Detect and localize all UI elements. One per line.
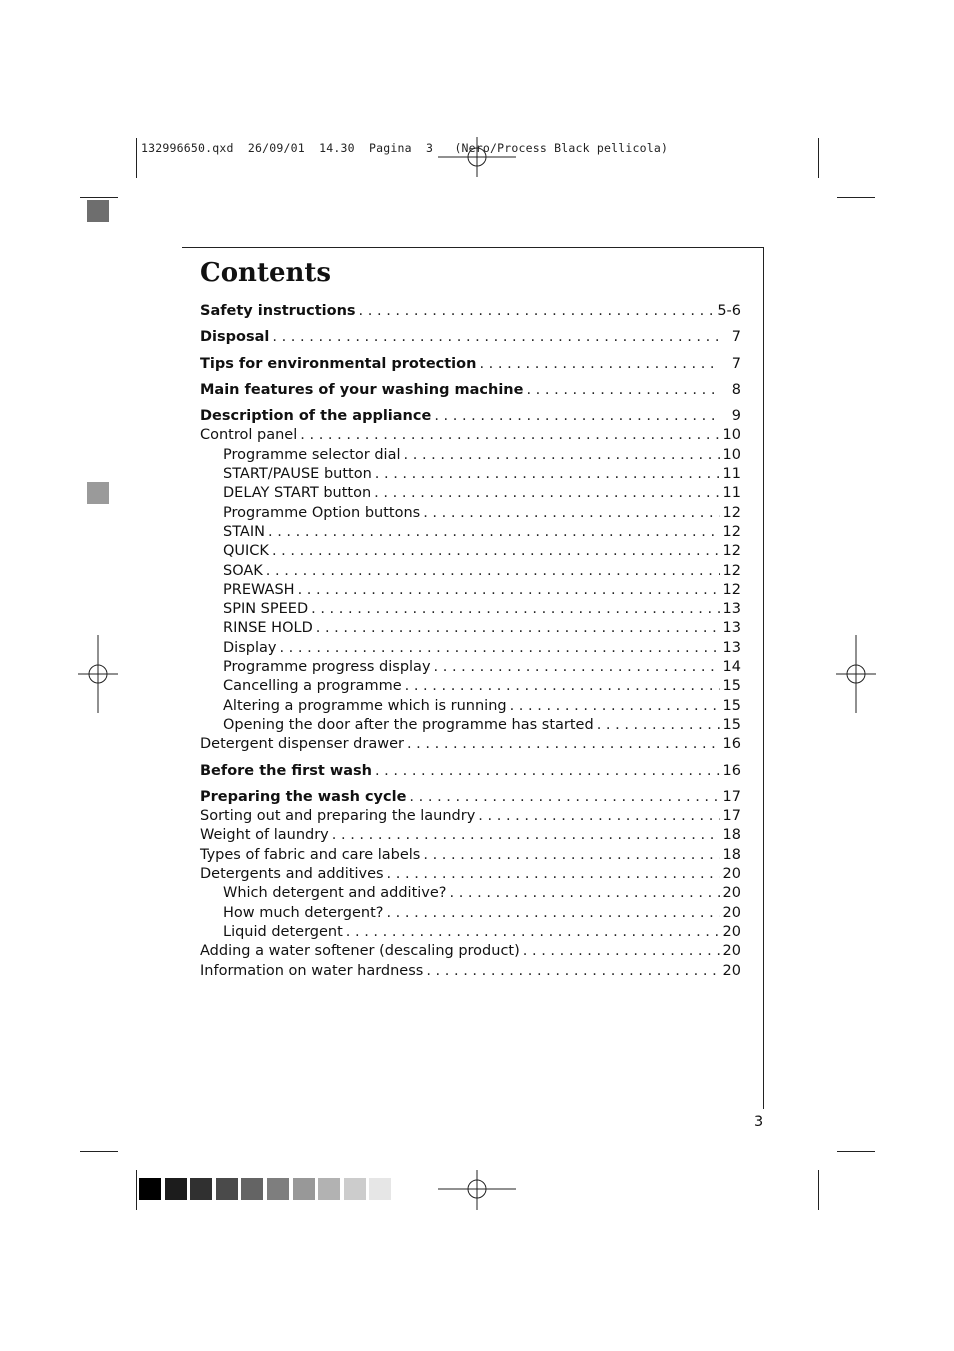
toc-entry[interactable]	[200, 562, 741, 581]
toc-entry-page: 5-6	[717, 303, 741, 319]
toc-entry-label: DELAY START button	[223, 485, 372, 502]
toc-entry-label: SOAK	[223, 562, 263, 579]
toc-entry-label: Weight of laundry	[200, 827, 329, 844]
toc-leader-dots	[523, 942, 720, 961]
color-swatch	[165, 1178, 187, 1200]
toc-entry-label: PREWASH	[223, 581, 295, 598]
color-swatch	[267, 1178, 289, 1200]
toc-leader-dots	[423, 504, 719, 523]
toc-entry-page: 12	[722, 581, 741, 598]
toc-entry-label: Programme progress display	[223, 659, 431, 676]
toc-entry-label: START/PAUSE button	[223, 466, 372, 483]
toc-entry-page: 16	[722, 736, 741, 753]
toc-leader-dots	[597, 716, 720, 735]
crop-mark	[80, 1151, 118, 1152]
color-swatch	[293, 1178, 315, 1200]
toc-leader-dots	[332, 826, 720, 845]
toc-entry-page: 20	[722, 904, 741, 921]
toc-leader-dots	[526, 381, 720, 400]
toc-leader-dots	[387, 865, 720, 884]
registration-mark-icon	[438, 1170, 516, 1210]
toc-leader-dots	[300, 426, 719, 445]
toc-leader-dots	[316, 619, 720, 638]
toc-entry[interactable]	[200, 542, 741, 561]
toc-leader-dots	[266, 562, 720, 581]
registration-mark-icon	[78, 635, 118, 713]
toc-entry-label: RINSE HOLD	[223, 620, 313, 637]
toc-entry-label: Liquid detergent	[223, 923, 343, 940]
toc-leader-dots	[272, 542, 720, 561]
toc-leader-dots	[374, 484, 719, 503]
toc-entry[interactable]	[200, 407, 741, 426]
toc-entry[interactable]	[200, 677, 741, 696]
toc-entry[interactable]	[200, 504, 741, 523]
toc-entry-page: 20	[722, 885, 741, 902]
crop-mark	[80, 197, 118, 198]
toc-leader-dots	[510, 697, 720, 716]
toc-leader-dots	[279, 639, 719, 658]
toc-entry-page: 9	[731, 408, 741, 425]
toc-entry-label: Disposal	[200, 329, 270, 346]
crop-mark	[136, 138, 137, 178]
toc-leader-dots	[272, 328, 720, 347]
toc-entry-label: Altering a programme which is running	[223, 697, 507, 714]
toc-entry-label: Programme selector dial	[223, 446, 401, 463]
toc-leader-dots	[311, 600, 719, 619]
toc-entry-page: 18	[722, 827, 741, 844]
thumb-tab-square	[87, 200, 109, 222]
toc-leader-dots	[375, 762, 720, 781]
toc-entry[interactable]	[200, 302, 741, 321]
toc-entry-page: 20	[722, 866, 741, 883]
toc-entry-page: 11	[722, 485, 741, 502]
toc-entry[interactable]	[200, 716, 741, 735]
toc-entry-label: Display	[223, 639, 277, 656]
toc-leader-dots	[298, 581, 720, 600]
toc-entry-page: 15	[722, 678, 741, 695]
header-rule	[182, 247, 764, 248]
toc-entry[interactable]	[200, 465, 741, 484]
toc-leader-dots	[423, 846, 719, 865]
toc-entry-label: How much detergent?	[223, 904, 384, 921]
toc-leader-dots	[409, 788, 719, 807]
toc-leader-dots	[375, 465, 720, 484]
toc-entry-label: Preparing the wash cycle	[200, 788, 407, 805]
toc-entry-page: 16	[722, 762, 741, 779]
crop-mark	[837, 1151, 875, 1152]
toc-entry-page: 18	[722, 846, 741, 863]
toc-entry[interactable]	[200, 446, 741, 465]
toc-entry-label: Adding a water softener (descaling product)	[200, 943, 520, 960]
table-of-contents	[200, 302, 741, 981]
toc-entry[interactable]	[200, 523, 741, 542]
toc-entry-page: 14	[722, 659, 741, 676]
toc-entry[interactable]	[200, 619, 741, 638]
toc-entry-label: Before the first wash	[200, 762, 372, 779]
thumb-tab-square	[87, 482, 109, 504]
color-swatch	[369, 1178, 391, 1200]
page-number: 3	[754, 1114, 764, 1130]
toc-entry-label: Tips for environmental protection	[200, 355, 477, 372]
toc-entry-label: Cancelling a programme	[223, 678, 402, 695]
color-bar	[139, 1178, 395, 1200]
toc-entry-page: 15	[722, 697, 741, 714]
toc-entry[interactable]	[200, 865, 741, 884]
toc-entry-page: 17	[722, 808, 741, 825]
toc-entry[interactable]	[200, 639, 741, 658]
registration-mark-icon	[836, 635, 876, 713]
toc-entry-page: 10	[722, 427, 741, 444]
toc-entry-page: 13	[722, 620, 741, 637]
toc-entry[interactable]	[200, 658, 741, 677]
toc-entry-page: 20	[722, 943, 741, 960]
toc-entry-page: 7	[731, 329, 741, 346]
toc-leader-dots	[404, 446, 720, 465]
toc-entry-label: Description of the appliance	[200, 408, 432, 425]
page-title: Contents	[200, 258, 332, 288]
crop-mark	[136, 1170, 137, 1210]
print-slug: 132996650.qxd 26/09/01 14.30 Pagina 3 (Nero/Process Black pellicola)	[141, 141, 669, 155]
toc-entry[interactable]	[200, 788, 741, 807]
toc-entry-label: QUICK	[223, 543, 269, 560]
crop-mark	[837, 197, 875, 198]
toc-leader-dots	[478, 807, 719, 826]
toc-entry[interactable]	[200, 923, 741, 942]
toc-entry[interactable]	[200, 328, 741, 347]
toc-entry-page: 12	[722, 523, 741, 540]
toc-entry-page: 8	[731, 381, 741, 398]
toc-leader-dots	[407, 735, 720, 754]
toc-entry-page: 13	[722, 639, 741, 656]
toc-entry[interactable]	[200, 735, 741, 754]
crop-mark	[818, 1170, 819, 1210]
toc-entry-label: Detergents and additives	[200, 866, 384, 883]
toc-entry-label: Information on water hardness	[200, 962, 424, 979]
toc-entry-label: Types of fabric and care labels	[200, 846, 421, 863]
color-swatch	[318, 1178, 340, 1200]
toc-entry[interactable]	[200, 697, 741, 716]
toc-entry-label: SPIN SPEED	[223, 601, 309, 618]
toc-leader-dots	[450, 884, 720, 903]
toc-leader-dots	[268, 523, 720, 542]
toc-entry-page: 13	[722, 601, 741, 618]
toc-entry-label: Safety instructions	[200, 303, 356, 319]
toc-entry[interactable]	[200, 581, 741, 600]
color-swatch	[344, 1178, 366, 1200]
color-swatch	[216, 1178, 238, 1200]
toc-entry[interactable]	[200, 381, 741, 400]
toc-entry-label: STAIN	[223, 523, 265, 540]
toc-entry[interactable]	[200, 942, 741, 961]
toc-leader-dots	[434, 658, 720, 677]
toc-leader-dots	[386, 904, 719, 923]
toc-entry-label: Which detergent and additive?	[223, 885, 447, 902]
toc-entry-page: 7	[731, 355, 741, 372]
toc-leader-dots	[479, 355, 720, 374]
toc-entry[interactable]	[200, 904, 741, 923]
toc-entry-label: Programme Option buttons	[223, 504, 421, 521]
toc-entry[interactable]	[200, 846, 741, 865]
crop-mark	[818, 138, 819, 178]
toc-entry[interactable]	[200, 807, 741, 826]
toc-entry[interactable]	[200, 426, 741, 445]
toc-leader-dots	[346, 923, 720, 942]
toc-entry[interactable]	[200, 600, 741, 619]
color-swatch	[139, 1178, 161, 1200]
toc-entry-label: Opening the door after the programme has started	[223, 716, 594, 733]
toc-entry[interactable]	[200, 962, 741, 981]
toc-entry-label: Control panel	[200, 427, 298, 444]
toc-entry-page: 15	[722, 716, 741, 733]
toc-entry[interactable]	[200, 826, 741, 845]
toc-entry-page: 20	[722, 923, 741, 940]
registration-mark-icon	[438, 137, 516, 177]
toc-leader-dots	[426, 962, 719, 981]
toc-entry-label: Sorting out and preparing the laundry	[200, 808, 476, 825]
toc-entry-page: 12	[722, 562, 741, 579]
toc-leader-dots	[434, 407, 720, 426]
toc-entry-page: 12	[722, 504, 741, 521]
toc-entry-page: 11	[722, 466, 741, 483]
toc-entry-page: 12	[722, 543, 741, 560]
toc-entry-label: Detergent dispenser drawer	[200, 736, 404, 753]
toc-entry-page: 17	[722, 788, 741, 805]
side-rule	[763, 247, 764, 1109]
toc-entry[interactable]	[200, 762, 741, 781]
toc-entry-page: 10	[722, 446, 741, 463]
toc-entry-page: 20	[722, 962, 741, 979]
color-swatch	[241, 1178, 263, 1200]
color-swatch	[190, 1178, 212, 1200]
toc-entry[interactable]	[200, 884, 741, 903]
toc-entry[interactable]	[200, 484, 741, 503]
toc-entry[interactable]	[200, 355, 741, 374]
toc-leader-dots	[359, 302, 715, 321]
toc-leader-dots	[405, 677, 720, 696]
toc-entry-label: Main features of your washing machine	[200, 381, 524, 398]
